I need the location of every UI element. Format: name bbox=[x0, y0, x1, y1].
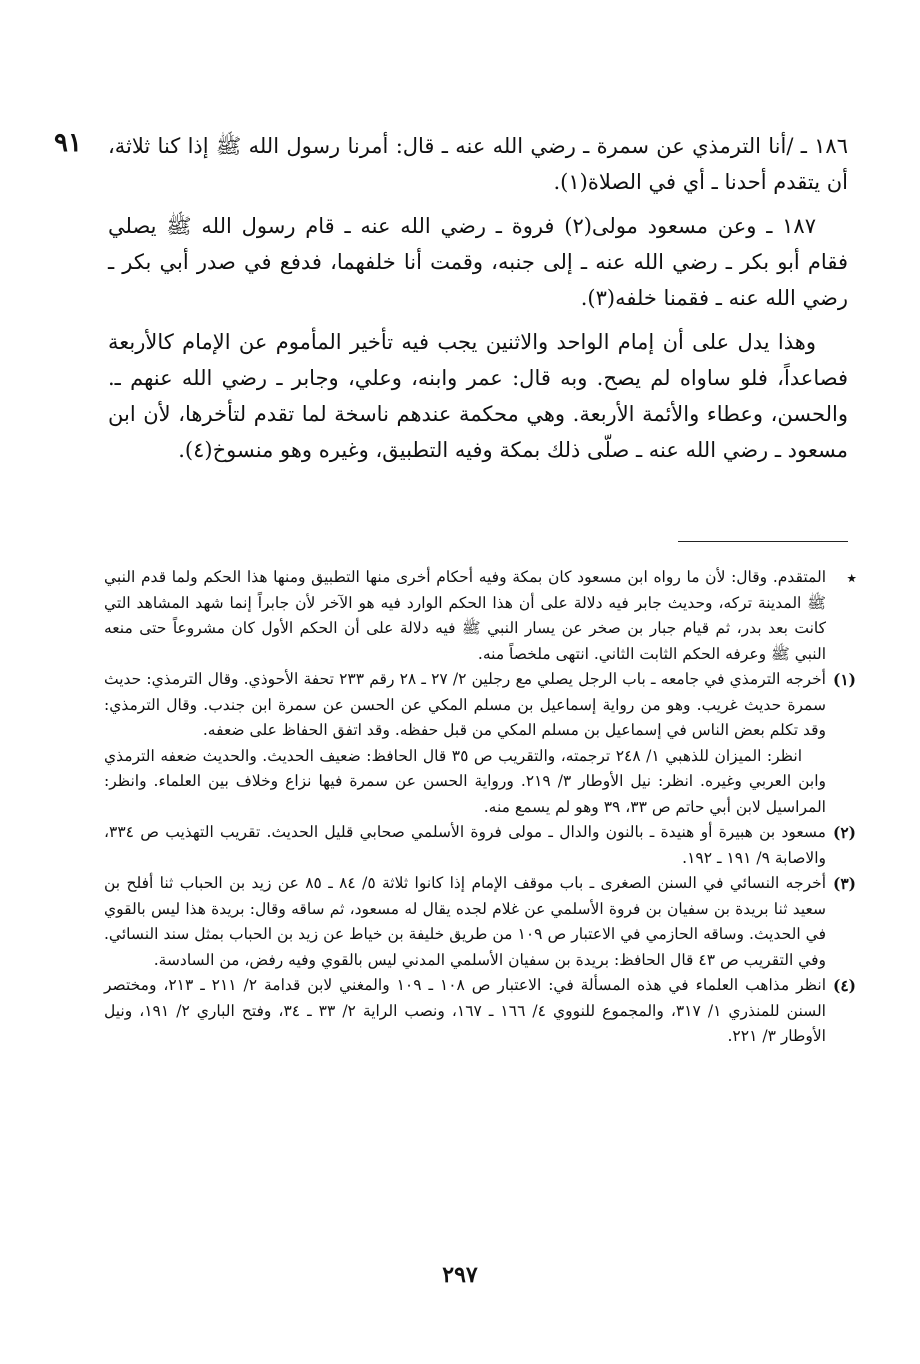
footnote-text: أخرجه الترمذي في جامعه ـ باب الرجل يصلي مع رجلين ٢/ ٢٧ ـ ٢٨ رقم ٢٣٣ تحفة الأحوذي. وقال الترمذي: حديث سمرة حديث غريب. وهو من رواية إسماعيل بن مسلم المكي عن الحسن عن سمرة ابن جندب. وقال الترمذي: وقد تكلم بعض الناس في إسماعيل بن مسلم المكي من قبل حفظه. وقد اتفق الحفاظ على ضعفه. bbox=[104, 670, 826, 739]
main-text bbox=[108, 128, 848, 476]
footnote-mark: (١) bbox=[832, 670, 856, 689]
footnotes bbox=[104, 565, 856, 1050]
footnote-mark: (٣) bbox=[832, 874, 856, 893]
footnote-1 bbox=[104, 667, 856, 744]
commentary-paragraph: وهذا يدل على أن إمام الواحد والاثنين يجب فيه تأخير المأموم عن الإمام كالأربعة فصاعداً، فلو ساواه لم يصح. وبه قال: عمر وابنه، وعلي، وجابر ـ رضي الله عنهم ـ. والحسن، وعطاء والأئمة الأربعة. وهي محكمة عندهم ناسخة لما تقدم لتأخرها، لأن ابن مسعود ـ رضي الله عنه ـ صلّى ذلك بمكة وفيه التطبيق، وغيره وهو منسوخ(٤). bbox=[108, 330, 848, 462]
footnote-2 bbox=[104, 820, 856, 871]
page-number: ٢٩٧ bbox=[442, 1262, 478, 1288]
hadith-187: ١٨٧ ـ وعن مسعود مولى(٢) فروة ـ رضي الله عنه ـ قام رسول الله ﷺ يصلي فقام أبو بكر ـ رضي الله عنه ـ إلى جنبه، وقمت أنا خلفهما، فدفع في صدر أبي بكر ـ رضي الله عنه ـ فقمنا خلفه(٣). bbox=[108, 214, 848, 310]
hadith-186: ١٨٦ ـ /أنا الترمذي عن سمرة ـ رضي الله عنه ـ قال: أمرنا رسول الله ﷺ إذا كنا ثلاثة، أن يتقدم أحدنا ـ أي في الصلاة(١). bbox=[108, 134, 848, 194]
footnote-continued bbox=[104, 565, 856, 667]
footnote-mark: ٭ bbox=[847, 568, 856, 587]
footnote-mark: (٢) bbox=[832, 823, 856, 842]
footnote-1-continuation: انظر: الميزان للذهبي ١/ ٢٤٨ ترجمته، والتقريب ص ٣٥ قال الحافظ: ضعيف الحديث. والحديث ضعفه الترمذي وابن العربي وغيره. انظر: نيل الأوطار ٣/ ٢١٩. ورواية الحسن عن سمرة فيها نزاع وخلاف بين العلماء. وانظر: المراسيل لابن أبي حاتم ص ٣٣، ٣٩ وهو لم يسمع منه. bbox=[104, 746, 826, 816]
footnote-3 bbox=[104, 871, 856, 973]
footnote-text: أخرجه النسائي في السنن الصغرى ـ باب موقف الإمام إذا كانوا ثلاثة ٥/ ٨٤ ـ ٨٥ عن زيد بن الحباب ثنا أفلح بن سعيد ثنا بريدة بن سفيان بن فروة الأسلمي عن غلام لجده يقال له مسعود، ثم ساقه وقال: بريدة هذا ليس بالقوي في الحديث. وساقه الحازمي في الاعتبار ص ١٠٩ من طريق خليفة بن خياط عن زيد بن الحباب بمثل سند النسائي. وفي التقريب ص ٤٣ قال الحافظ: بريدة بن سفيان الأسلمي المدني ليس بالقوي وفيه رفض، من السادسة. bbox=[104, 874, 827, 969]
footnote-separator bbox=[678, 541, 848, 542]
footnote-mark: (٤) bbox=[832, 976, 856, 995]
footnote-4 bbox=[104, 973, 856, 1050]
margin-page-number: ٩١ bbox=[54, 128, 82, 158]
footnote-text: المتقدم. وقال: لأن ما رواه ابن مسعود كان بمكة وفيه أحكام أخرى منها التطبيق ومنها هذا الحكم ولما قدم النبي ﷺ المدينة تركه، وحديث جابر فيه دلالة على أن هذا الحكم الوارد فيه هو الآخر لأن جابراً إنما شهد المشاهد التي كانت بعد بدر، ثم قيام جبار بن صخر عن يسار النبي ﷺ فيه دلالة على أن الحكم الأول كان مشروعاً حتى منعه النبي ﷺ وعرفه الحكم الثابت الثاني. انتهى ملخصاً منه. bbox=[104, 568, 826, 663]
footnote-text: انظر مذاهب العلماء في هذه المسألة في: الاعتبار ص ١٠٨ ـ ١٠٩ والمغني لابن قدامة ٢/ ٢١١ ـ ٢١٣، ومختصر السنن للمنذري ١/ ٣١٧، والمجموع للنووي ٤/ ١٦٦ ـ ١٦٧، ونصب الراية ٢/ ٣٣ ـ ٣٤، وفتح الباري ٢/ ١٩١، ونيل الأوطار ٣/ ٢٢١. bbox=[104, 976, 826, 1045]
footnote-text: مسعود بن هبيرة أو هنيدة ـ بالنون والدال ـ مولى فروة الأسلمي صحابي قليل الحديث. تقريب التهذيب ص ٣٣٤، والاصابة ٩/ ١٩١ ـ ١٩٢. bbox=[104, 823, 826, 867]
